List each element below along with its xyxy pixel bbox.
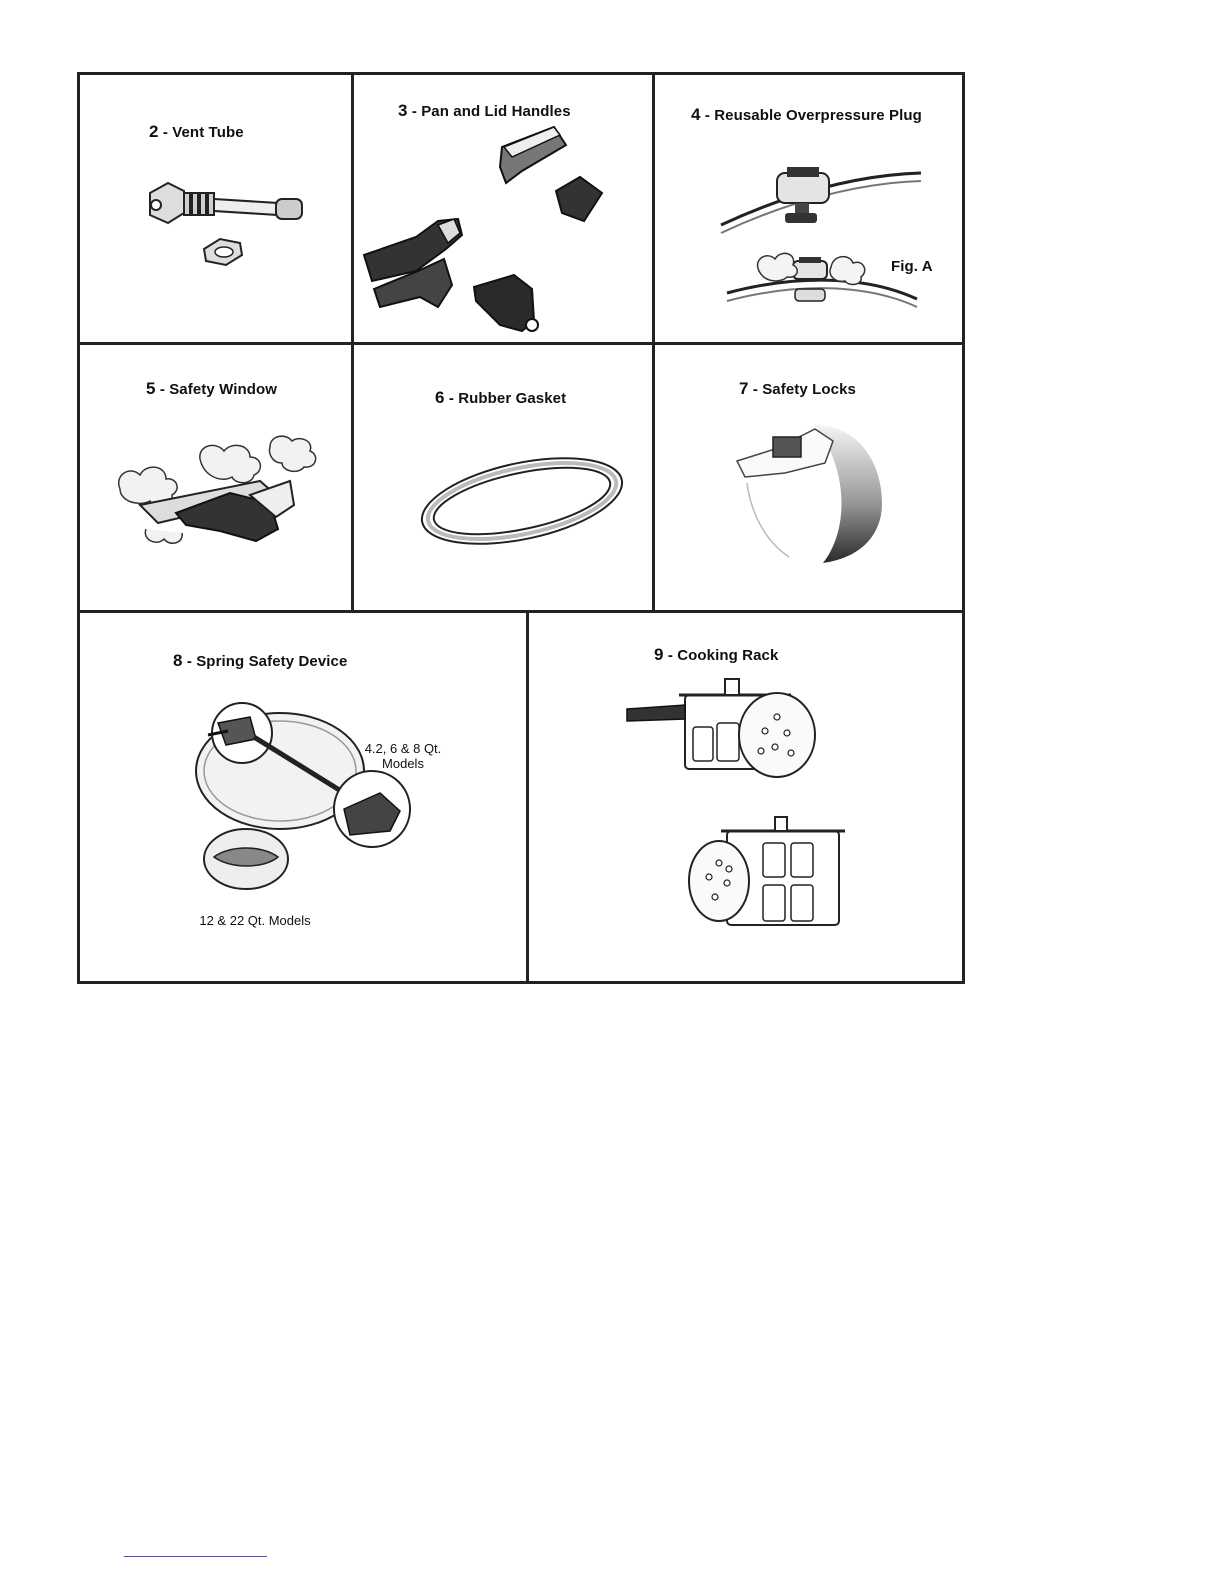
panel-safety-window [80,345,354,613]
panel-title: 4 - Reusable Overpressure Plug [691,105,922,124]
safety-window-illustration [80,345,354,613]
safety-locks-illustration [655,345,962,613]
rubber-gasket-illustration [354,345,655,613]
panel-title: 9 - Cooking Rack [654,645,779,664]
panel-cooking-rack [529,613,962,981]
spring-safety-illustration [80,613,529,981]
handles-illustration [354,75,655,345]
vent-tube-illustration [80,75,354,345]
panel-title: 7 - Safety Locks [739,379,856,398]
small-models-note: 12 & 22 Qt. Models [199,913,311,928]
overpressure-plug-illustration [655,75,962,345]
large-models-note: 4.2, 6 & 8 Qt. Models [364,741,442,771]
fig-a-label: Fig. A [891,258,933,275]
panel-safety-locks [655,345,962,613]
footer-link-underline [124,1556,267,1557]
parts-diagram-frame [77,72,965,984]
panel-spring-safety-device [80,613,529,981]
panel-title: 5 - Safety Window [146,379,278,398]
panel-title: 8 - Spring Safety Device [173,651,348,670]
panel-title: 2 - Vent Tube [149,122,244,141]
cooking-rack-illustration [529,613,962,981]
panel-overpressure-plug [655,75,962,345]
panel-rubber-gasket [354,345,655,613]
panel-title: 3 - Pan and Lid Handles [398,101,571,120]
panel-vent-tube [80,75,354,345]
panel-title: 6 - Rubber Gasket [435,388,567,407]
panel-pan-and-lid-handles [354,75,655,345]
